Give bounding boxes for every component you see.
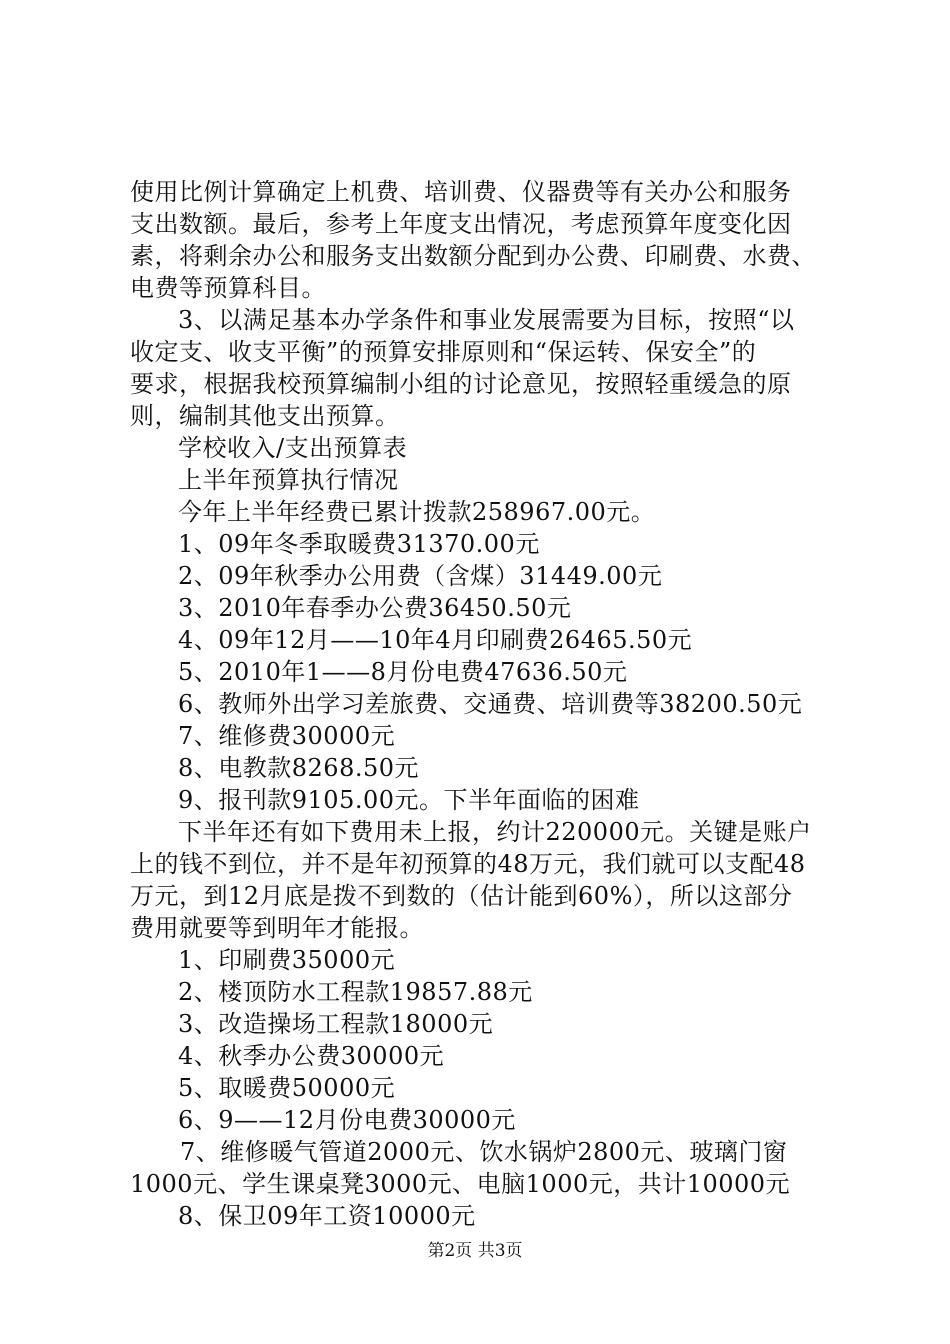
- list-item: 8、电教款8268.50元: [178, 754, 420, 782]
- paragraph-line: 费用就要等到明年才能报。: [130, 914, 424, 942]
- paragraph-line: 万元，到12月底是拨不到数的（估计能到60%），所以这部分: [130, 882, 793, 910]
- list-item: 9、报刊款9105.00元。下半年面临的困难: [178, 786, 640, 814]
- list-item: 3、2010年春季办公费36450.50元: [178, 594, 572, 622]
- paragraph-line: 收定支、收支平衡”的预算安排原则和“保运转、保安全”的: [130, 338, 757, 366]
- list-item: 6、教师外出学习差旅费、交通费、培训费等38200.50元: [178, 690, 803, 718]
- paragraph-line: 下半年还有如下费用未上报，约计220000元。关键是账户: [178, 818, 812, 846]
- table-title: 学校收入/支出预算表: [178, 434, 408, 462]
- paragraph-line: 支出数额。最后，参考上年度支出情况，考虑预算年度变化因: [130, 210, 792, 238]
- paragraph-line: 上的钱不到位，并不是年初预算的48万元，我们就可以支配48: [130, 850, 806, 878]
- list-item-continuation: 1000元、学生课桌凳3000元、电脑1000元，共计10000元: [130, 1170, 791, 1198]
- paragraph-line: 素，将剩余办公和服务支出数额分配到办公费、印刷费、水费、: [130, 242, 816, 270]
- list-item: 5、2010年1——8月份电费47636.50元: [178, 658, 628, 686]
- list-item: 2、楼顶防水工程款19857.88元: [178, 978, 533, 1006]
- list-item: 8、保卫09年工资10000元: [178, 1202, 476, 1230]
- list-item: 4、秋季办公费30000元: [178, 1042, 445, 1070]
- list-item: 5、取暖费50000元: [178, 1074, 396, 1102]
- paragraph-line: 电费等预算科目。: [130, 274, 326, 302]
- paragraph-line: 使用比例计算确定上机费、培训费、仪器费等有关办公和服务: [130, 178, 792, 206]
- list-item: 4、09年12月——10年4月印刷费26465.50元: [178, 626, 693, 654]
- section-title: 上半年预算执行情况: [178, 466, 399, 494]
- paragraph-line: 3、以满足基本办学条件和事业发展需要为目标，按照“以: [178, 306, 795, 334]
- list-item: 7、维修暖气管道2000元、饮水锅炉2800元、玻璃门窗: [180, 1138, 788, 1166]
- list-item: 6、9——12月份电费30000元: [178, 1106, 516, 1134]
- paragraph-line: 要求，根据我校预算编制小组的讨论意见，按照轻重缓急的原: [130, 370, 792, 398]
- list-item: 2、09年秋季办公用费（含煤）31449.00元: [178, 562, 663, 590]
- list-item: 1、印刷费35000元: [178, 946, 396, 974]
- list-item: 7、维修费30000元: [178, 722, 396, 750]
- list-item: 1、09年冬季取暖费31370.00元: [178, 530, 540, 558]
- list-item: 3、改造操场工程款18000元: [178, 1010, 494, 1038]
- paragraph-line: 则，编制其他支出预算。: [130, 402, 400, 430]
- summary-line: 今年上半年经费已累计拨款258967.00元。: [178, 498, 656, 526]
- page-number-footer: 第2页 共3页: [427, 1241, 523, 1261]
